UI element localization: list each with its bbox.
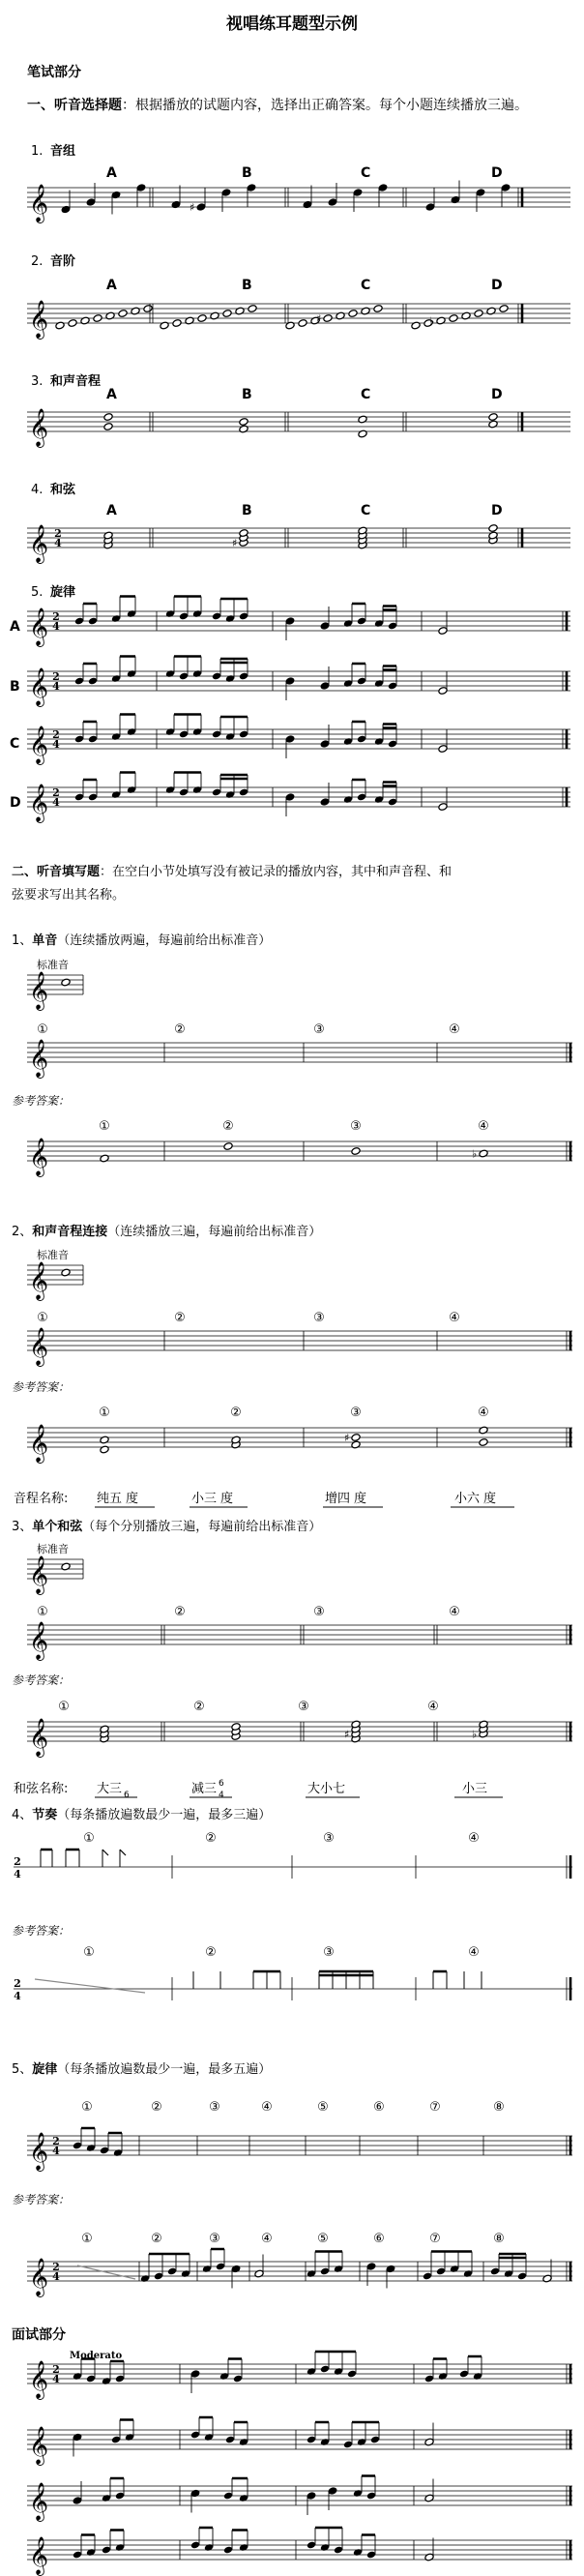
notehead	[61, 1268, 71, 1277]
circled-number-8: ⑧	[493, 2232, 505, 2246]
circled-number-4: ④	[478, 1406, 489, 1420]
s1-item-5-num: 5.	[31, 585, 44, 600]
circled-number-2: ②	[174, 1311, 186, 1325]
time-sig-top: 2	[52, 610, 60, 623]
section1-heading: 一、听音选择题	[27, 98, 122, 113]
notehead	[80, 316, 90, 325]
flag	[102, 1850, 108, 1855]
notehead	[239, 418, 248, 427]
s2-q2-title: 2、和声音程连接（连续播放三遍，每遍前给出标准音）	[12, 1225, 322, 1239]
staff-intervals	[27, 408, 570, 448]
notehead	[499, 305, 509, 313]
chord-name-4: 小三	[462, 1782, 488, 1796]
s2-q3-reference: 参考答案：	[12, 1673, 71, 1687]
svg-text:6: 6	[124, 1791, 130, 1800]
notehead	[100, 1445, 109, 1454]
section1-heading-line	[27, 97, 528, 113]
notehead	[449, 314, 458, 323]
staff-chords	[27, 524, 570, 564]
circled-number-5: ⑤	[317, 2232, 329, 2246]
svg-text:A: A	[106, 278, 117, 293]
oral-tempo: Moderato	[70, 2351, 123, 2361]
staff-melody-B	[27, 657, 570, 708]
notehead	[323, 314, 333, 323]
s2-q4-reference: 参考答案：	[12, 1924, 71, 1938]
interval-name-1: 纯五	[97, 1492, 123, 1506]
circled-number-4: ④	[449, 1605, 460, 1619]
notehead	[488, 420, 498, 429]
time-sig-bottom: 4	[54, 537, 62, 549]
notehead	[479, 1426, 488, 1435]
treble-clef-icon: 𝄞	[29, 1555, 49, 1594]
flag	[120, 1850, 126, 1855]
notehead	[105, 311, 115, 320]
s2-q1-reference: 参考答案：	[12, 1094, 71, 1108]
sharp-icon: ♯	[344, 1728, 350, 1741]
circled-number-1: ①	[37, 1311, 48, 1325]
notehead	[436, 316, 446, 325]
chord-name-3: 大小七	[307, 1782, 346, 1796]
notehead	[172, 319, 182, 328]
time-sig-top: 2	[52, 786, 60, 799]
s2-q1-standard-tone: 标准音	[37, 959, 69, 971]
treble-clef-icon: 𝄞	[29, 607, 49, 646]
circled-number-3: ③	[323, 1945, 335, 1960]
notehead	[373, 305, 383, 313]
svg-text:B: B	[242, 503, 252, 518]
s1-item-4	[31, 482, 76, 497]
svg-text:C: C	[361, 278, 371, 293]
staff-standard-tone-3	[27, 1555, 83, 1595]
circled-number-3: ③	[209, 2232, 220, 2246]
s1-item-3-num: 3.	[31, 374, 44, 389]
oral-part-heading: 面试部分	[12, 2327, 66, 2343]
circled-number-3: ③	[313, 1022, 325, 1037]
notehead	[358, 429, 367, 438]
svg-text:A: A	[106, 503, 117, 518]
notehead	[479, 1149, 488, 1158]
time-sig-top: 2	[52, 2261, 60, 2273]
s2-q2-names	[14, 1491, 514, 1507]
notehead	[336, 311, 345, 320]
circled-number-2: ②	[151, 2100, 162, 2115]
s2-q1-title: 1、单音（连续播放两遍，每遍前给出标准音）	[12, 933, 272, 948]
notehead	[100, 1436, 109, 1444]
flat-icon: ♭	[472, 1147, 478, 1161]
circled-number-3: ③	[350, 1406, 362, 1420]
s1-item-2	[31, 253, 75, 269]
written-part-heading: 笔试部分	[27, 65, 81, 80]
notehead	[461, 311, 471, 320]
staff-scales	[27, 300, 570, 340]
s1-melody-letters	[10, 619, 21, 811]
rhythm-line-answer	[14, 1971, 572, 2002]
notehead	[351, 1440, 361, 1449]
treble-clef-icon: 𝄞	[29, 184, 49, 222]
treble-clef-icon: 𝄞	[29, 971, 49, 1010]
treble-clef-icon: 𝄞	[29, 2536, 49, 2575]
treble-clef-icon: 𝄞	[29, 1261, 49, 1300]
time-sig-bottom: 4	[52, 2270, 60, 2283]
chord-name-2: 减三	[191, 1782, 218, 1796]
s1-item-2-num: 2.	[31, 254, 44, 269]
svg-text:4: 4	[219, 1791, 224, 1800]
circled-number-4: ④	[468, 1945, 480, 1960]
time-sig-bottom: 4	[52, 620, 60, 633]
treble-clef-icon: 𝄞	[29, 2482, 49, 2521]
treble-clef-icon: 𝄞	[29, 1424, 49, 1463]
notehead	[479, 1438, 488, 1447]
svg-text:B: B	[242, 387, 252, 402]
time-sig-bottom: 4	[52, 796, 60, 809]
s1-choice-headers	[106, 165, 503, 518]
s2-q2-reference: 参考答案：	[12, 1380, 71, 1394]
notehead	[103, 413, 113, 422]
s1-item-1	[31, 143, 75, 159]
treble-clef-icon: 𝄞	[29, 784, 49, 822]
staff-standard-tone-1	[27, 971, 83, 1011]
notehead	[361, 307, 370, 315]
svg-text:D: D	[491, 387, 503, 402]
answer-slash	[35, 1979, 145, 1993]
circled-number-1: ①	[58, 1700, 70, 1714]
answer-slash	[77, 2265, 135, 2279]
treble-clef-icon: 𝄞	[29, 300, 49, 339]
svg-text:D: D	[491, 278, 503, 293]
circled-number-4: ④	[427, 1700, 439, 1714]
section1-desc: ：根据播放的试题内容，选择出正确答案。每个小题连续播放三遍。	[122, 98, 528, 113]
treble-clef-icon: 𝄞	[29, 725, 49, 764]
circled-number-4: ④	[468, 1831, 480, 1846]
s1-item-5-label: 旋律	[50, 585, 76, 600]
svg-text:C: C	[361, 165, 371, 181]
page-title: 视唱练耳题型示例	[226, 15, 358, 34]
notehead	[285, 321, 295, 330]
s2-q3-standard-tone: 标准音	[37, 1543, 69, 1555]
s1-item-1-label: 音组	[50, 144, 76, 159]
circled-number-2: ②	[193, 1700, 205, 1714]
sharp-icon: ♯	[190, 201, 195, 214]
svg-text:A: A	[106, 165, 117, 181]
notehead	[197, 314, 207, 323]
circled-number-2: ②	[230, 1406, 242, 1420]
section2-heading-line	[12, 864, 452, 879]
staff-oral-4	[27, 2528, 572, 2576]
circled-number-1: ①	[37, 1605, 48, 1619]
svg-text:B: B	[242, 165, 252, 181]
flat-icon: ♭	[472, 1728, 478, 1741]
time-sig-top: 2	[14, 1855, 21, 1868]
circled-number-1: ①	[99, 1406, 110, 1420]
treble-clef-icon: 𝄞	[29, 2258, 49, 2296]
circled-number-1: ①	[81, 2100, 93, 2115]
s2-q5-title: 5、旋律（每条播放遍数最少一遍，最多五遍）	[12, 2062, 272, 2077]
treble-clef-icon: 𝄞	[29, 1327, 49, 1366]
s1-item-4-label: 和弦	[50, 483, 76, 497]
circled-number-4: ④	[478, 1119, 489, 1134]
svg-text:B: B	[242, 278, 252, 293]
staff-q2-answer	[27, 1424, 572, 1464]
s1-item-5	[31, 584, 75, 600]
svg-text:度: 度	[126, 1492, 139, 1506]
staff-melody-D	[27, 773, 570, 824]
treble-clef-icon: 𝄞	[29, 524, 49, 563]
circled-number-2: ②	[205, 1831, 217, 1846]
notehead	[474, 310, 483, 318]
time-sig-top: 2	[52, 2135, 60, 2147]
s2-q3-title: 3、单个和弦（每个分别播放三遍，每遍前给出标准音）	[12, 1520, 322, 1534]
treble-clef-icon: 𝄞	[29, 1621, 49, 1660]
treble-clef-icon: 𝄞	[29, 2426, 49, 2465]
treble-clef-icon: 𝄞	[29, 1039, 49, 1078]
circled-number-1: ①	[99, 1119, 110, 1134]
time-sig-top: 2	[14, 1977, 21, 1990]
staff-note-groups	[27, 181, 570, 224]
circled-number-2: ②	[174, 1605, 186, 1619]
svg-text:度: 度	[483, 1492, 497, 1506]
circled-number-3: ③	[313, 1605, 325, 1619]
circled-number-5: ⑤	[317, 2100, 329, 2115]
circled-number-1: ①	[81, 2232, 93, 2246]
notehead	[185, 316, 194, 325]
svg-text:A: A	[106, 387, 117, 402]
notehead	[131, 307, 140, 315]
interval-name-2: 小三	[191, 1492, 218, 1506]
staff-oral-3	[27, 2476, 572, 2523]
notehead	[118, 310, 128, 318]
circled-number-2: ②	[174, 1022, 186, 1037]
svg-text:A: A	[10, 619, 20, 635]
treble-clef-icon: 𝄞	[29, 408, 49, 447]
circled-number-1: ①	[83, 1945, 95, 1960]
notehead	[239, 425, 248, 433]
notehead	[61, 978, 71, 987]
treble-clef-icon: 𝄞	[29, 2132, 49, 2171]
svg-text:音程名称:: 音程名称:	[14, 1492, 69, 1506]
circled-number-2: ②	[151, 2232, 162, 2246]
circled-number-1: ①	[37, 1022, 48, 1037]
time-sig-bottom: 4	[14, 1868, 21, 1880]
staff-melody-A	[27, 597, 570, 648]
staff-q3-blank	[27, 1621, 572, 1661]
notehead	[222, 310, 232, 318]
circled-number-4: ④	[261, 2100, 273, 2115]
notehead	[351, 1147, 361, 1156]
circled-number-6: ⑥	[373, 2232, 385, 2246]
time-sig-top: 2	[52, 670, 60, 683]
sharp-icon: ♯	[344, 1432, 350, 1444]
notehead	[348, 310, 358, 318]
treble-clef-icon: 𝄞	[29, 2360, 49, 2399]
music-notation	[14, 181, 572, 2576]
chord-name-1: 大三	[97, 1782, 123, 1796]
circled-number-2: ②	[205, 1945, 217, 1960]
notehead	[223, 1142, 233, 1151]
svg-text:度: 度	[354, 1492, 367, 1506]
svg-text:6: 6	[219, 1779, 224, 1789]
circled-number-7: ⑦	[429, 2100, 441, 2115]
circled-number-6: ⑥	[373, 2100, 385, 2115]
interval-name-4: 小六	[454, 1492, 481, 1506]
staff-melody-C	[27, 715, 570, 766]
notehead	[411, 321, 421, 330]
s2-q3-names	[14, 1779, 503, 1800]
svg-text:D: D	[491, 503, 503, 518]
treble-clef-icon: 𝄞	[29, 1718, 49, 1757]
interval-name-3: 增四	[325, 1492, 351, 1506]
time-sig-top: 2	[52, 2363, 60, 2376]
notehead	[61, 1562, 71, 1571]
s1-item-2-label: 音阶	[50, 254, 76, 269]
sharp-icon: ♯	[316, 312, 322, 325]
svg-text:C: C	[361, 503, 371, 518]
time-sig-bottom: 4	[52, 680, 60, 693]
notehead	[160, 321, 169, 330]
time-sig-bottom: 4	[52, 2145, 60, 2157]
time-sig-top: 2	[52, 728, 60, 741]
section2-desc-1: ：在空白小节处填写没有被记录的播放内容，其中和声音程、和	[100, 865, 453, 879]
s1-item-1-num: 1.	[31, 144, 44, 159]
notehead	[298, 319, 307, 328]
staff-q1-blank	[27, 1039, 572, 1079]
notehead	[68, 319, 77, 328]
section2-desc-2: 弦要求写出其名称。	[12, 888, 126, 903]
s1-item-3	[31, 373, 101, 389]
circled-number-1: ①	[83, 1831, 95, 1846]
staff-standard-tone-2	[27, 1261, 83, 1301]
circled-number-3: ③	[313, 1311, 325, 1325]
svg-text:C: C	[361, 387, 371, 402]
notehead	[351, 1434, 361, 1442]
svg-text:C: C	[10, 736, 20, 752]
s1-item-3-label: 和声音程	[50, 374, 102, 389]
s1-item-4-num: 4.	[31, 483, 44, 497]
svg-text:D: D	[10, 795, 21, 811]
notehead	[488, 413, 498, 422]
circled-number-3: ③	[298, 1700, 309, 1714]
notehead	[358, 415, 367, 424]
circled-number-3: ③	[323, 1831, 335, 1846]
s2-q4-title: 4、节奏（每条播放遍数最少一遍，最多三遍）	[12, 1808, 272, 1822]
circled-number-3: ③	[209, 2100, 220, 2115]
notehead	[235, 307, 245, 315]
treble-clef-icon: 𝄞	[29, 1138, 49, 1176]
staff-q5-answer	[27, 2249, 572, 2297]
notehead	[55, 321, 65, 330]
circled-number-2: ②	[222, 1119, 234, 1134]
section2-heading: 二、听音填写题	[12, 865, 101, 879]
svg-text:B: B	[10, 679, 20, 695]
notehead	[210, 311, 219, 320]
staff-q1-answer	[27, 1138, 572, 1177]
time-sig-bottom: 4	[14, 1990, 21, 2002]
notehead	[93, 314, 102, 323]
svg-text:D: D	[491, 165, 503, 181]
notehead	[486, 307, 496, 315]
circled-number-4: ④	[449, 1022, 460, 1037]
s2-q5-reference: 参考答案：	[12, 2193, 71, 2206]
svg-text:和弦名称:: 和弦名称:	[14, 1782, 69, 1796]
circled-number-4: ④	[449, 1311, 460, 1325]
treble-clef-icon: 𝄞	[29, 667, 49, 706]
notehead	[488, 524, 498, 533]
circled-number-7: ⑦	[429, 2232, 441, 2246]
circled-number-4: ④	[261, 2232, 273, 2246]
notehead	[143, 305, 153, 313]
rhythm-line	[14, 1850, 572, 1880]
flat-icon: ♭	[429, 314, 435, 328]
time-sig-bottom: 4	[52, 2373, 60, 2385]
staff-q5-blank	[27, 2128, 572, 2172]
sharp-icon: ♯	[232, 537, 238, 549]
circled-number-3: ③	[350, 1119, 362, 1134]
staff-q2-blank	[27, 1327, 572, 1367]
notehead	[100, 1154, 109, 1163]
circled-number-8: ⑧	[493, 2100, 505, 2115]
staff-oral-2	[27, 2417, 572, 2466]
s2-q2-standard-tone: 标准音	[37, 1249, 69, 1261]
notehead	[103, 423, 113, 431]
notehead	[248, 305, 257, 313]
time-sig-top: 2	[54, 527, 62, 540]
staff-q3-answer	[27, 1718, 572, 1758]
svg-text:度: 度	[220, 1492, 234, 1506]
time-sig-bottom: 4	[52, 738, 60, 751]
